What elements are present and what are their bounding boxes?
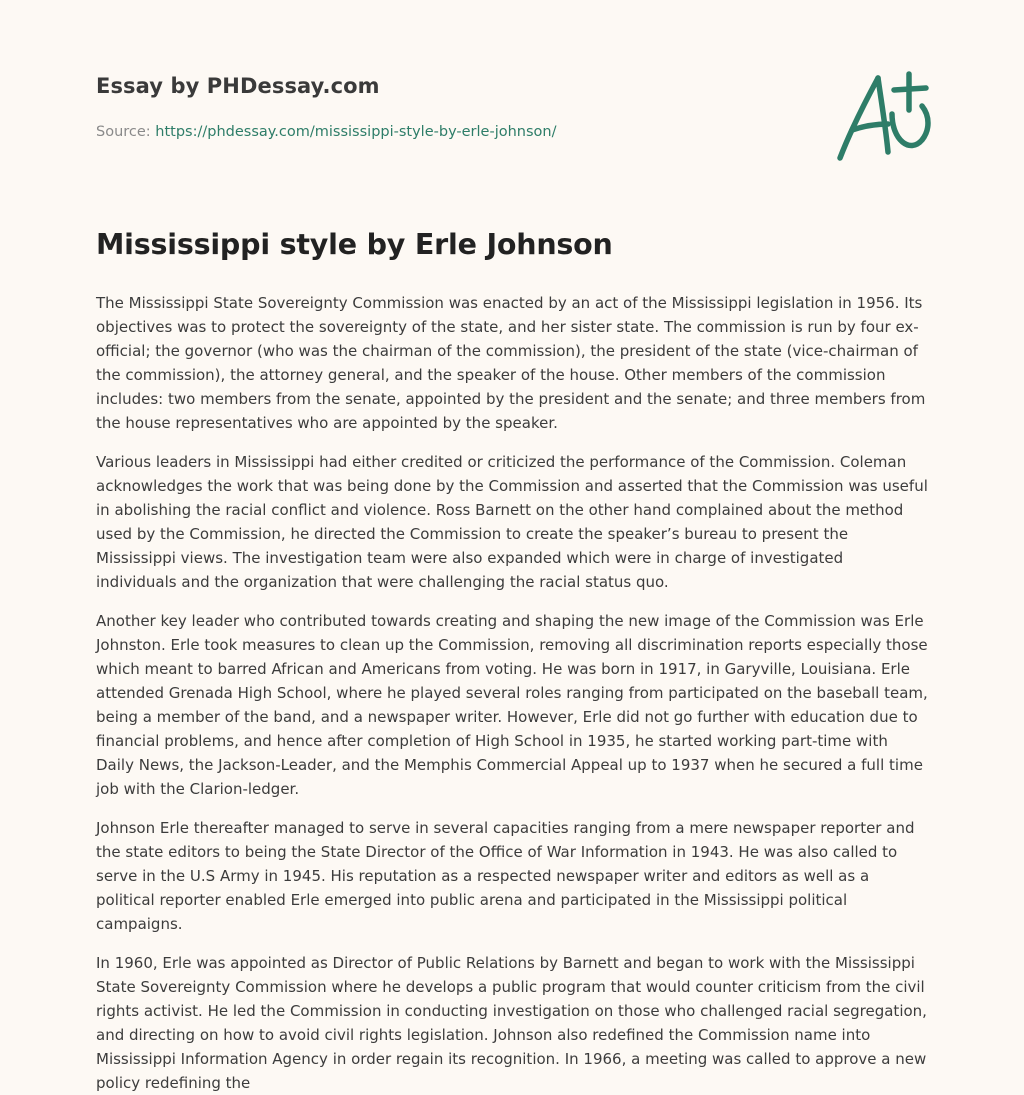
a-plus-logo-icon (830, 66, 934, 166)
essay-paragraph: In 1960, Erle was appointed as Director of Public Relations by Barnett and began to work with the Mississippi State Sovereignty Commission where he develops a public program that would counter criticism from the civil rights activist. He led the Commission in conducting investigation on those who challenged racial segregation, and directing on how to avoid civil rights legislation. Johnson also redefined the Commission name into Mississippi Information Agency in order regain its recognition. In 1966, a meeting was called to approve a new policy redefining the (96, 954, 927, 1092)
site-header (96, 0, 928, 200)
essay-paragraph: Johnson Erle thereafter managed to serve in several capacities ranging from a mere newspaper reporter and the state editors to being the State Director of the Office of War Information in 1943. He was also called to serve in the U.S Army in 1945. His reputation as a respected newspaper writer and editors as well as a political reporter enabled Erle emerged into public arena and participated in the Mississippi political campaigns. (96, 819, 915, 933)
source-line (96, 124, 556, 140)
essay-content (96, 228, 928, 1095)
essay-paragraph: Another key leader who contributed towards creating and shaping the new image of the Commission was Erle Johnston. Erle took measures to clean up the Commission, removing all discrimination reports especially those which meant to barred African and Americans from voting. He was born in 1917, in Garyville, Louisiana. Erle attended Grenada High School, where he played several roles ranging from participated on the baseball team, being a member of the band, and a newspaper writer. However, Erle did not go further with education due to financial problems, and hence after completion of High School in 1935, he started working part-time with Daily News, the Jackson-Leader, and the Memphis Commercial Appeal up to 1937 when he secured a full time job with the Clarion-ledger. (96, 612, 928, 798)
source-label: Source: (96, 124, 151, 140)
essay-paragraph: Various leaders in Mississippi had either credited or criticized the performance of the Commission. Coleman acknowledges the work that was being done by the Commission and asserted that the Commission was useful in abolishing the racial conflict and violence. Ross Barnett on the other hand complained about the method used by the Commission, he directed the Commission to create the speaker’s bureau to present the Mississippi views. The investigation team were also expanded which were in charge of investigated individuals and the organization that were challenging the racial status quo. (96, 453, 928, 591)
essay-title: Mississippi style by Erle Johnson (96, 228, 613, 261)
essay-paragraph: The Mississippi State Sovereignty Commission was enacted by an act of the Mississippi legislation in 1956. Its objectives was to protect the sovereignty of the state, and her sister state. The commission is run by four ex-official; the governor (who was the chairman of the commission), the president of the state (vice-chairman of the commission), the attorney general, and the speaker of the house. Other members of the commission includes: two members from the senate, appointed by the president and the senate; and three members from the house representatives who are appointed by the speaker. (96, 294, 926, 432)
source-link[interactable]: https://phdessay.com/mississippi-style-by-erle-johnson/ (155, 124, 557, 140)
site-title: Essay by PHDessay.com (96, 74, 380, 98)
